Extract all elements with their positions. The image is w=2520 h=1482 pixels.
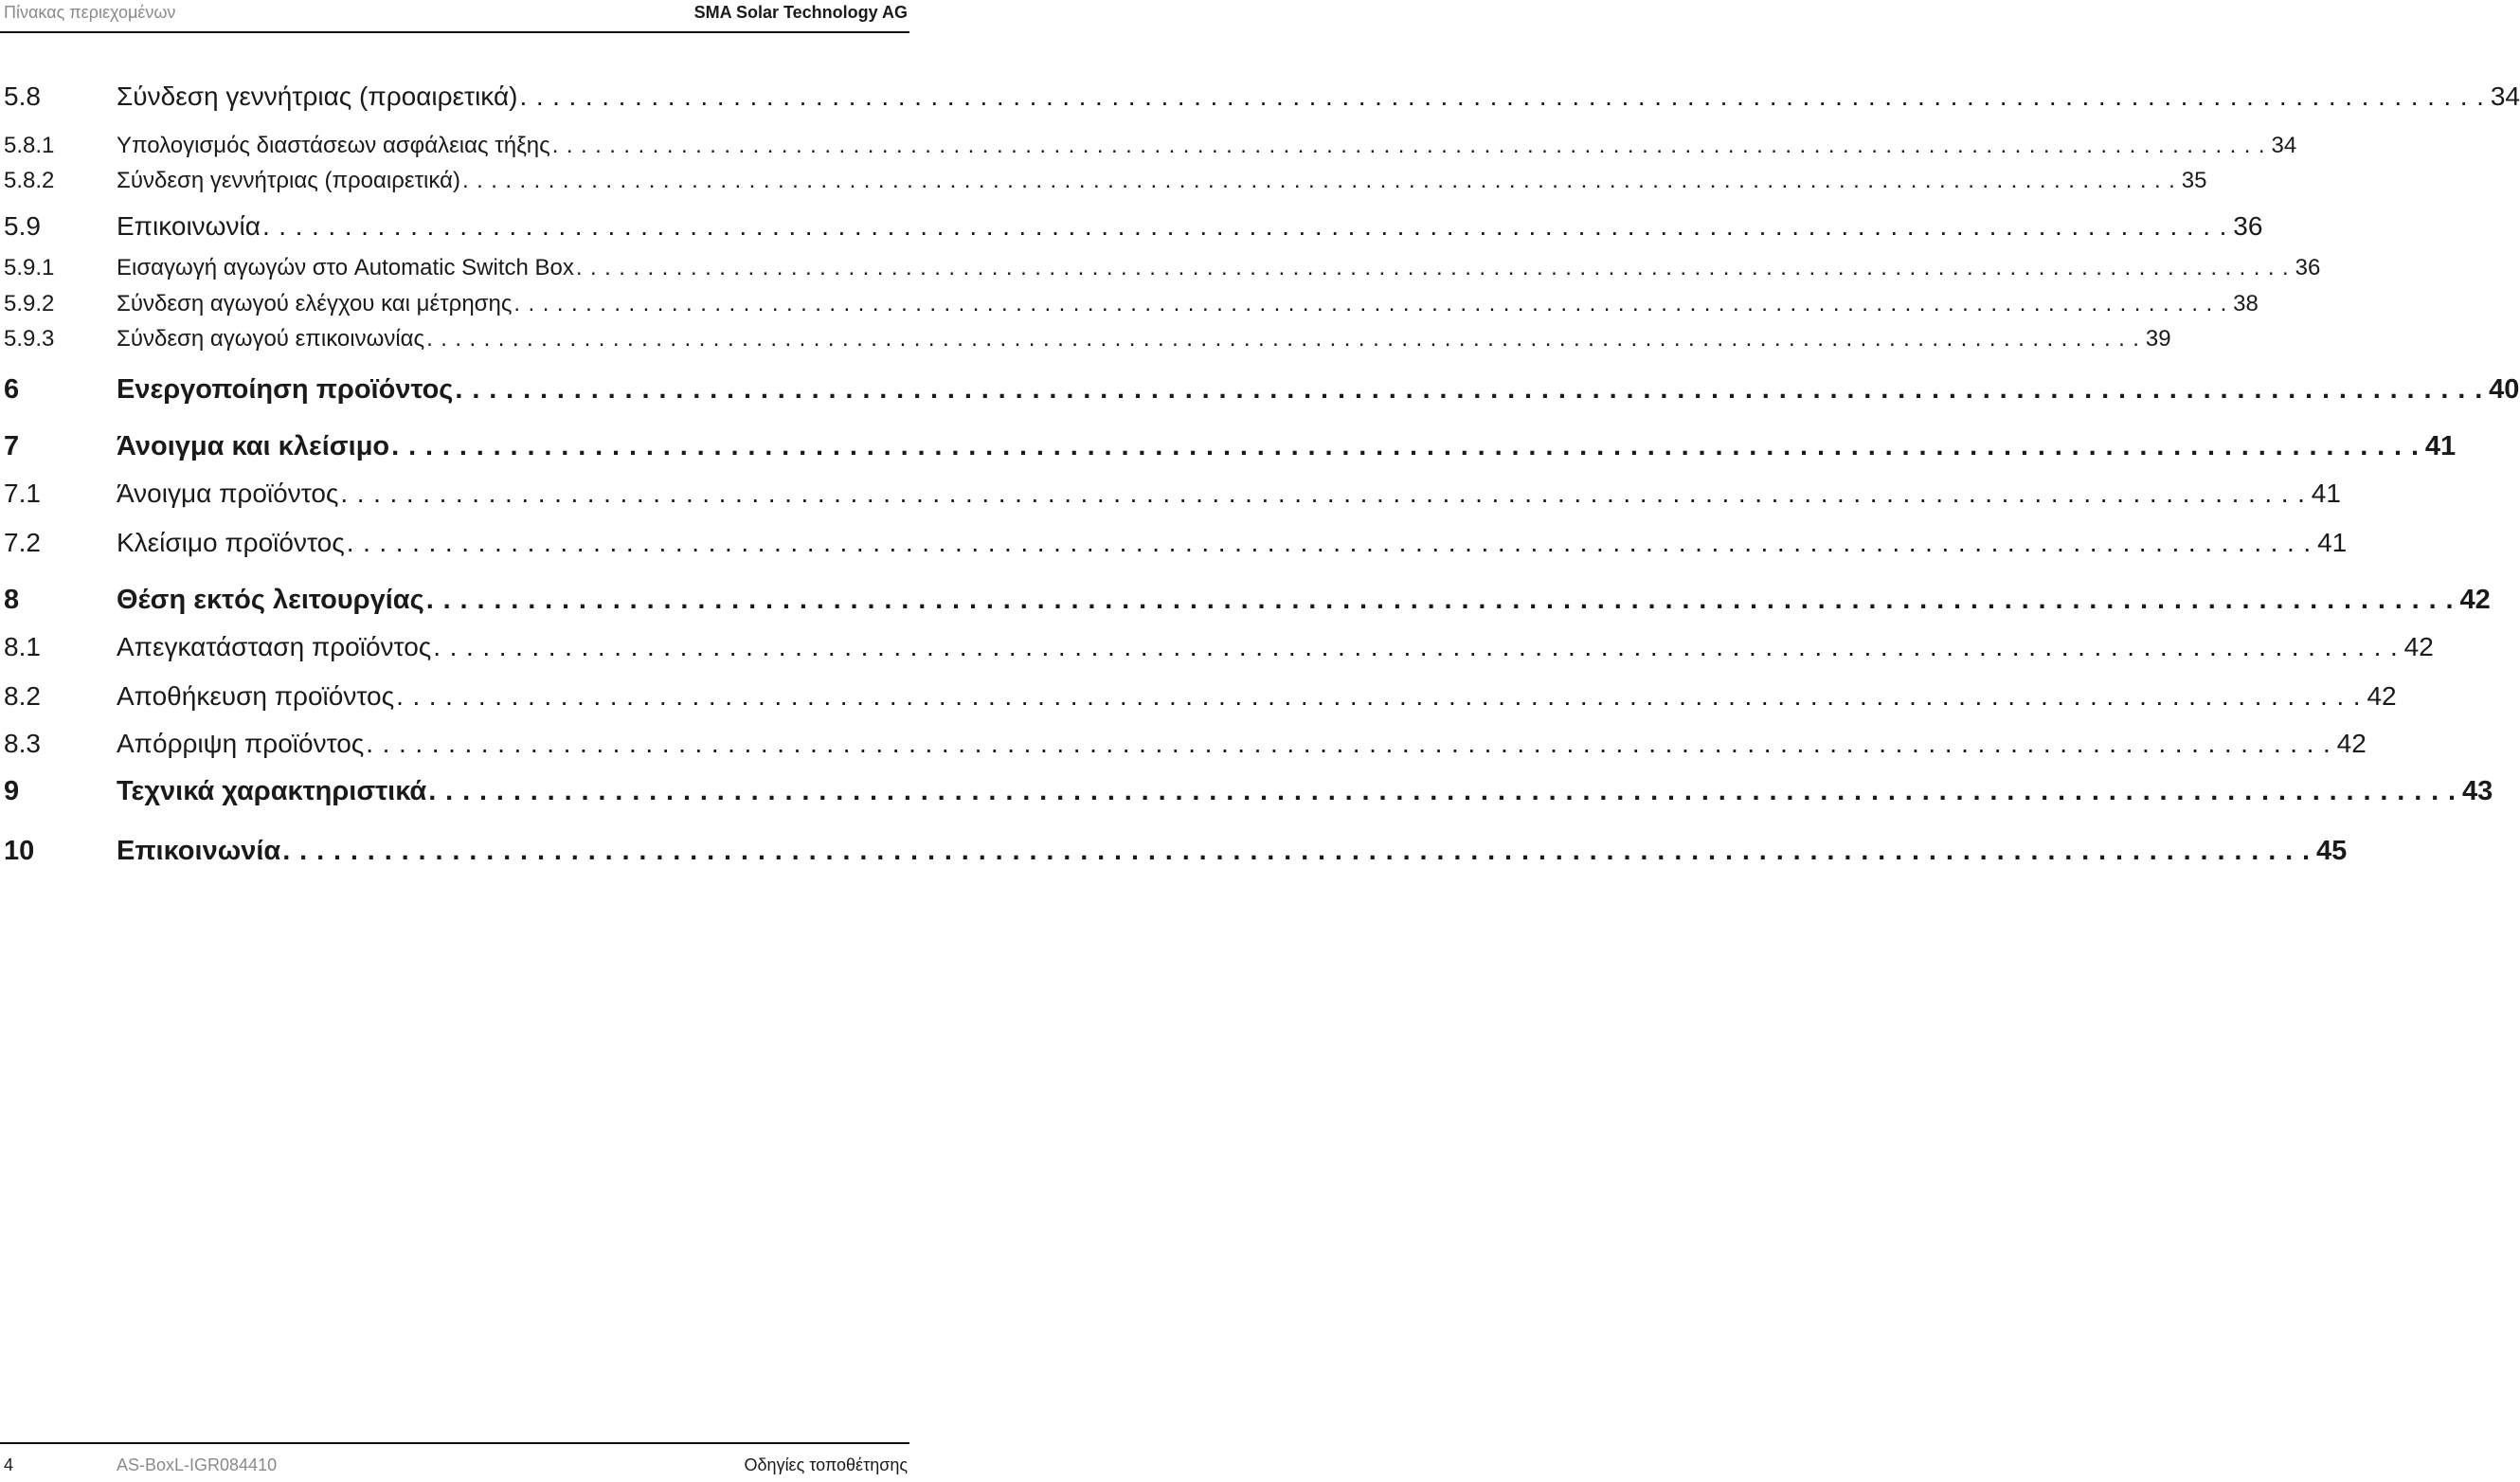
toc-entry-number: 7.2 [4,528,41,557]
toc-entry-title: Σύνδεση γεννήτριας (προαιρετικά) [117,81,518,111]
toc-entry-number: 7.1 [4,479,41,508]
toc-entry[interactable] [0,326,2171,354]
toc-dot-leader: . . . . . . . . . . . . . . . . . . . . . . . . . . . . . . . . . . . . . . . . . . . . . . . . . . . . . . . . . . . . . . . . . . . . . . . . . . . . . . . . . . . . . . . . . . . . . . . . . . . . . . . . . . . . . . . . . . . . . . . . [366,729,2331,758]
footer-doc-code: AS-BoxL-IGR084410 [117,1455,278,1474]
toc-entry-number: 8.3 [4,729,41,758]
toc-entry-title: Άνοιγμα και κλείσιμο [117,431,390,461]
toc-entry-page: 40 [2489,374,2520,405]
toc-entry-title: Απεγκατάσταση προϊόντος [117,632,432,661]
toc-dot-leader: . . . . . . . . . . . . . . . . . . . . . . . . . . . . . . . . . . . . . . . . . . . . . . . . . . . . . . . . . . . . . . . . . . . . . . . . . . . . . . . . . . . . . . . . . . . . . . . . . . . . . . . . . . . . . . . . . . . . . . . . [396,681,2362,711]
toc-entry[interactable] [0,211,2263,244]
header-section-title: Πίνακας περιεχομένων [4,3,176,22]
toc-entry[interactable] [0,632,2434,664]
toc-entry-page: 36 [2233,211,2263,241]
toc-entry-page: 45 [2316,836,2348,866]
toc-dot-leader: . . . . . . . . . . . . . . . . . . . . . . . . . . . . . . . . . . . . . . . . . . . . . . . . . . . . . . . . . . . . . . . . . . . . . . . . . . . . . . . . . . . . . . . . . . . . . . . . . . . . . . . . . . . . . . . . . . . . . . . . [346,528,2313,557]
toc-dot-leader: . . . . . . . . . . . . . . . . . . . . . . . . . . . . . . . . . . . . . . . . . . . . . . . . . . . . . . . . . . . . . . . . . . . . . . . . . . . . . . . . . . . . . . . . . . . . . . . . . . . . . . . . . . . . . . . . . . . . . . . . [426,326,2140,352]
toc-entry-page: 42 [2403,632,2434,661]
toc-entry-title: Κλείσιμο προϊόντος [117,528,345,557]
toc-entry-page: 42 [2459,585,2491,615]
toc-entry-number: 9 [4,776,20,806]
toc-entry-page: 39 [2145,326,2171,352]
header-company: SMA Solar Technology AG [693,3,908,22]
toc-dot-leader: . . . . . . . . . . . . . . . . . . . . . . . . . . . . . . . . . . . . . . . . . . . . . . . . . . . . . . . . . . . . . . . . . . . . . . . . . . . . . . . . . . . . . . . . . . . . . . . . . . . . . . . . . . . . . . . . . . . . . . . . [425,585,2455,615]
toc-entry-page: 34 [2271,133,2297,158]
toc-dot-leader: . . . . . . . . . . . . . . . . . . . . . . . . . . . . . . . . . . . . . . . . . . . . . . . . . . . . . . . . . . . . . . . . . . . . . . . . . . . . . . . . . . . . . . . . . . . . . . . . . . . . . . . . . . . . . . . . . . . . . . . . [461,168,2176,193]
toc-dot-leader: . . . . . . . . . . . . . . . . . . . . . . . . . . . . . . . . . . . . . . . . . . . . . . . . . . . . . . . . . . . . . . . . . . . . . . . . . . . . . . . . . . . . . . . . . . . . . . . . . . . . . . . . . . . . . . . . . . . . . . . . [340,479,2306,508]
toc-entry[interactable] [0,431,2457,465]
toc-entry-number: 8.2 [4,681,41,711]
toc-dot-leader: . . . . . . . . . . . . . . . . . . . . . . . . . . . . . . . . . . . . . . . . . . . . . . . . . . . . . . . . . . . . . . . . . . . . . . . . . . . . . . . . . . . . . . . . . . . . . . . . . . . . . . . . . . . . . . . . . . . . . . . . [513,291,2228,316]
toc-entry-title: Απόρριψη προϊόντος [117,729,365,758]
footer-divider [0,1442,909,1444]
toc-dot-leader: . . . . . . . . . . . . . . . . . . . . . . . . . . . . . . . . . . . . . . . . . . . . . . . . . . . . . . . . . . . . . . . . . . . . . . . . . . . . . . . . . . . . . . . . . . . . . . . . . . . . . . . . . . . . . . . . . . . . . . . . [433,632,2399,661]
toc-dot-leader: . . . . . . . . . . . . . . . . . . . . . . . . . . . . . . . . . . . . . . . . . . . . . . . . . . . . . . . . . . . . . . . . . . . . . . . . . . . . . . . . . . . . . . . . . . . . . . . . . . . . . . . . . . . . . . . . . . . . . . . . [282,836,2311,866]
toc-entry[interactable] [0,81,2520,114]
toc-entry-number: 5.8.2 [4,168,55,193]
toc-entry[interactable] [0,291,2259,319]
toc-entry-title: Επικοινωνία [117,836,281,866]
toc-dot-leader: . . . . . . . . . . . . . . . . . . . . . . . . . . . . . . . . . . . . . . . . . . . . . . . . . . . . . . . . . . . . . . . . . . . . . . . . . . . . . . . . . . . . . . . . . . . . . . . . . . . . . . . . . . . . . . . . . . . . . . . . [519,81,2485,111]
toc-dot-leader: . . . . . . . . . . . . . . . . . . . . . . . . . . . . . . . . . . . . . . . . . . . . . . . . . . . . . . . . . . . . . . . . . . . . . . . . . . . . . . . . . . . . . . . . . . . . . . . . . . . . . . . . . . . . . . . . . . . . . . . . [575,255,2290,280]
toc-entry[interactable] [0,479,2341,511]
toc-entry-title: Άνοιγμα προϊόντος [117,479,339,508]
toc-entry-title: Υπολογισμός διαστάσεων ασφάλειας τήξης [117,133,550,158]
toc-entry-title: Εισαγωγή αγωγών στο Automatic Switch Box [117,255,574,280]
toc-entry-number: 5.8.1 [4,133,55,158]
toc-entry-page: 35 [2181,168,2207,193]
toc-entry-page: 43 [2462,776,2493,806]
toc-entry-number: 6 [4,374,20,405]
toc-entry-number: 7 [4,431,20,461]
toc-entry-page: 41 [2311,479,2341,508]
footer-doc-type: Οδηγίες τοποθέτησης [744,1455,908,1474]
toc-entry-title: Σύνδεση αγωγού επικοινωνίας [117,326,425,352]
toc-entry-page: 41 [2317,528,2348,557]
toc-dot-leader: . . . . . . . . . . . . . . . . . . . . . . . . . . . . . . . . . . . . . . . . . . . . . . . . . . . . . . . . . . . . . . . . . . . . . . . . . . . . . . . . . . . . . . . . . . . . . . . . . . . . . . . . . . . . . . . . . . . . . . . . [455,374,2484,405]
toc-entry-number: 10 [4,836,35,866]
toc-entry-number: 5.9.3 [4,326,55,352]
toc-entry-number: 5.9 [4,211,41,241]
footer-page-number: 4 [4,1455,14,1474]
toc-entry[interactable] [0,681,2397,714]
toc-entry-page: 38 [2233,291,2259,316]
toc-entry-page: 41 [2424,431,2457,461]
toc-dot-leader: . . . . . . . . . . . . . . . . . . . . . . . . . . . . . . . . . . . . . . . . . . . . . . . . . . . . . . . . . . . . . . . . . . . . . . . . . . . . . . . . . . . . . . . . . . . . . . . . . . . . . . . . . . . . . . . . . . . . . . . . [428,776,2457,806]
toc-entry-page: 42 [2367,681,2397,711]
toc-entry-title: Επικοινωνία [117,211,261,241]
toc-entry-number: 8 [4,585,20,615]
toc-entry-page: 36 [2295,255,2321,280]
toc-entry-title: Σύνδεση γεννήτριας (προαιρετικά) [117,168,460,193]
toc-entry-title: Ενεργοποίηση προϊόντος [117,374,454,405]
toc-entry[interactable] [0,255,2321,283]
toc-entry[interactable] [0,168,2207,196]
toc-entry[interactable] [0,776,2493,810]
toc-entry[interactable] [0,374,2520,408]
toc-entry[interactable] [0,729,2367,761]
toc-entry[interactable] [0,528,2348,560]
toc-dot-leader: . . . . . . . . . . . . . . . . . . . . . . . . . . . . . . . . . . . . . . . . . . . . . . . . . . . . . . . . . . . . . . . . . . . . . . . . . . . . . . . . . . . . . . . . . . . . . . . . . . . . . . . . . . . . . . . . . . . . . . . . [261,211,2228,241]
toc-dot-leader: . . . . . . . . . . . . . . . . . . . . . . . . . . . . . . . . . . . . . . . . . . . . . . . . . . . . . . . . . . . . . . . . . . . . . . . . . . . . . . . . . . . . . . . . . . . . . . . . . . . . . . . . . . . . . . . . . . . . . . . . [551,133,2266,158]
page-header [0,0,909,42]
toc-entry-number: 5.9.2 [4,291,55,316]
toc-entry-title: Θέση εκτός λειτουργίας [117,585,424,615]
toc-entry-title: Σύνδεση αγωγού ελέγχου και μέτρησης [117,291,513,316]
toc-entry-title: Τεχνικά χαρακτηριστικά [117,776,427,806]
toc-entry-title: Αποθήκευση προϊόντος [117,681,395,711]
toc-entry-number: 5.8 [4,81,41,111]
toc-entry[interactable] [0,585,2491,619]
toc-entry[interactable] [0,133,2297,161]
toc-dot-leader: . . . . . . . . . . . . . . . . . . . . . . . . . . . . . . . . . . . . . . . . . . . . . . . . . . . . . . . . . . . . . . . . . . . . . . . . . . . . . . . . . . . . . . . . . . . . . . . . . . . . . . . . . . . . . . . . . . . . . . . . [391,431,2420,461]
toc-entry-number: 8.1 [4,632,41,661]
toc-entry[interactable] [0,836,2348,870]
toc-entry-page: 34 [2490,81,2520,111]
toc-entry-number: 5.9.1 [4,255,55,280]
header-divider [0,31,909,33]
toc-entry-page: 42 [2336,729,2367,758]
